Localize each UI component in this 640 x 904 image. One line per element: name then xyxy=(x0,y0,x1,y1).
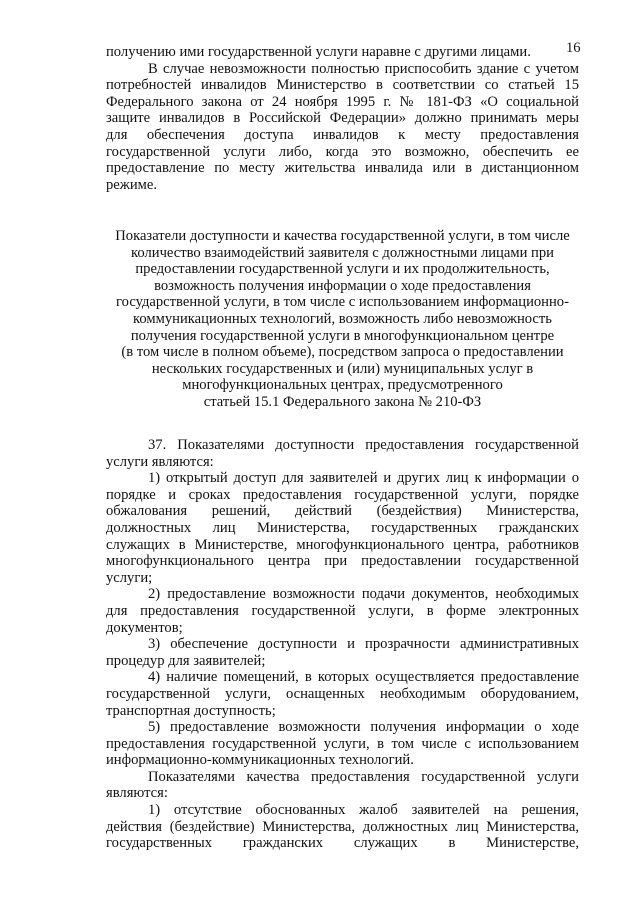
heading-line: статьей 15.1 Федерального закона № 210-ФЗ xyxy=(203,393,482,410)
text-line: предоставление по месту жительства инвалида или в дистанционном xyxy=(106,160,579,177)
text-line: 5) предоставление возможности получения информации о ходе xyxy=(148,719,579,736)
text-line: для предоставления государственной услуги, в форме электронных xyxy=(106,602,579,619)
text-line: для обеспечения доступа инвалидов к месту предоставления xyxy=(106,126,579,143)
text-line: услуги являются: xyxy=(106,453,214,470)
text-line: предоставления государственной услуги, в том числе с использованием xyxy=(106,735,579,752)
text-line: процедур для заявителей; xyxy=(106,652,266,669)
text-line: должностных лиц Министерства, государственных гражданских xyxy=(106,519,579,536)
text-line: обжалования решений, действий (бездействия) Министерства, xyxy=(106,503,579,520)
text-line: В случае невозможности полностью приспособить здание с учетом xyxy=(148,60,579,77)
text-line: государственной услуги либо, когда это возможно, обеспечить ее xyxy=(106,143,579,160)
heading-line: нескольких государственных и (или) муниципальных услуг в xyxy=(151,360,534,377)
text-line: государственной услуги, оснащенных необходимым оборудованием, xyxy=(106,685,579,702)
text-line: получению ими государственной услуги наравне с другими лицами. xyxy=(106,44,531,60)
text-line: 1) отсутствие обоснованных жалоб заявителей на решения, xyxy=(148,802,579,819)
text-line: 37. Показателями доступности предоставления государственной xyxy=(148,437,579,453)
heading-line: количество взаимодействий заявителя с должностными лицами при xyxy=(131,244,554,261)
text-line: 3) обеспечение доступности и прозрачности административных xyxy=(148,636,579,653)
top-paragraphs xyxy=(106,44,579,193)
text-line: 4) наличие помещений, в которых осуществляется предоставление xyxy=(148,669,579,686)
heading-line: государственной услуги, в том числе с использованием информационно- xyxy=(116,294,569,311)
text-line: услуги; xyxy=(106,569,153,586)
body-paragraphs xyxy=(106,437,579,852)
text-line: являются: xyxy=(106,785,168,802)
page-number: 16 xyxy=(566,40,581,56)
text-line: транспортная доступность; xyxy=(106,702,276,719)
text-line: информационно-коммуникационных технологий. xyxy=(106,752,414,769)
heading-line: Показатели доступности и качества государственной услуги, в том числе xyxy=(115,228,570,244)
text-line: многофункционального центра при предоставлении государственной xyxy=(106,553,579,570)
text-line: порядке и сроках предоставления государственной услуги, порядке xyxy=(106,486,579,503)
heading-line: коммуникационных технологий, возможность либо невозможность xyxy=(133,310,552,327)
text-line: режиме. xyxy=(106,176,158,193)
heading-line: предоставлении государственной услуги и их продолжительность, xyxy=(135,261,550,278)
text-line: защите инвалидов в Российской Федерации» должно принимать меры xyxy=(106,110,579,127)
heading-line: многофункциональных центрах, предусмотренного xyxy=(182,377,503,394)
section-heading xyxy=(106,228,579,411)
text-line: 2) предоставление возможности подачи документов, необходимых xyxy=(148,586,579,603)
text-line: Федерального закона от 24 ноября 1995 г. № 181-ФЗ «О социальной xyxy=(106,93,579,110)
text-line: документов; xyxy=(106,619,183,636)
text-line: действия (бездействие) Министерства, должностных лиц Министерства, xyxy=(106,818,579,835)
text-line: Показателями качества предоставления государственной услуги xyxy=(148,768,579,785)
heading-line: (в том числе в полном объеме), посредством запроса о предоставлении xyxy=(121,344,564,361)
text-line: государственных гражданских служащих в Министерстве, xyxy=(106,835,579,852)
text-line: потребностей инвалидов Министерство в соответствии со статьей 15 xyxy=(106,77,579,94)
heading-line: возможность получения информации о ходе предоставления xyxy=(154,277,531,294)
text-line: служащих в Министерстве, многофункционального центра, работников xyxy=(106,536,579,553)
text-line: 1) открытый доступ для заявителей и других лиц к информации о xyxy=(148,470,579,487)
heading-line: получения государственной услуги в многофункциональном центре xyxy=(130,327,555,344)
